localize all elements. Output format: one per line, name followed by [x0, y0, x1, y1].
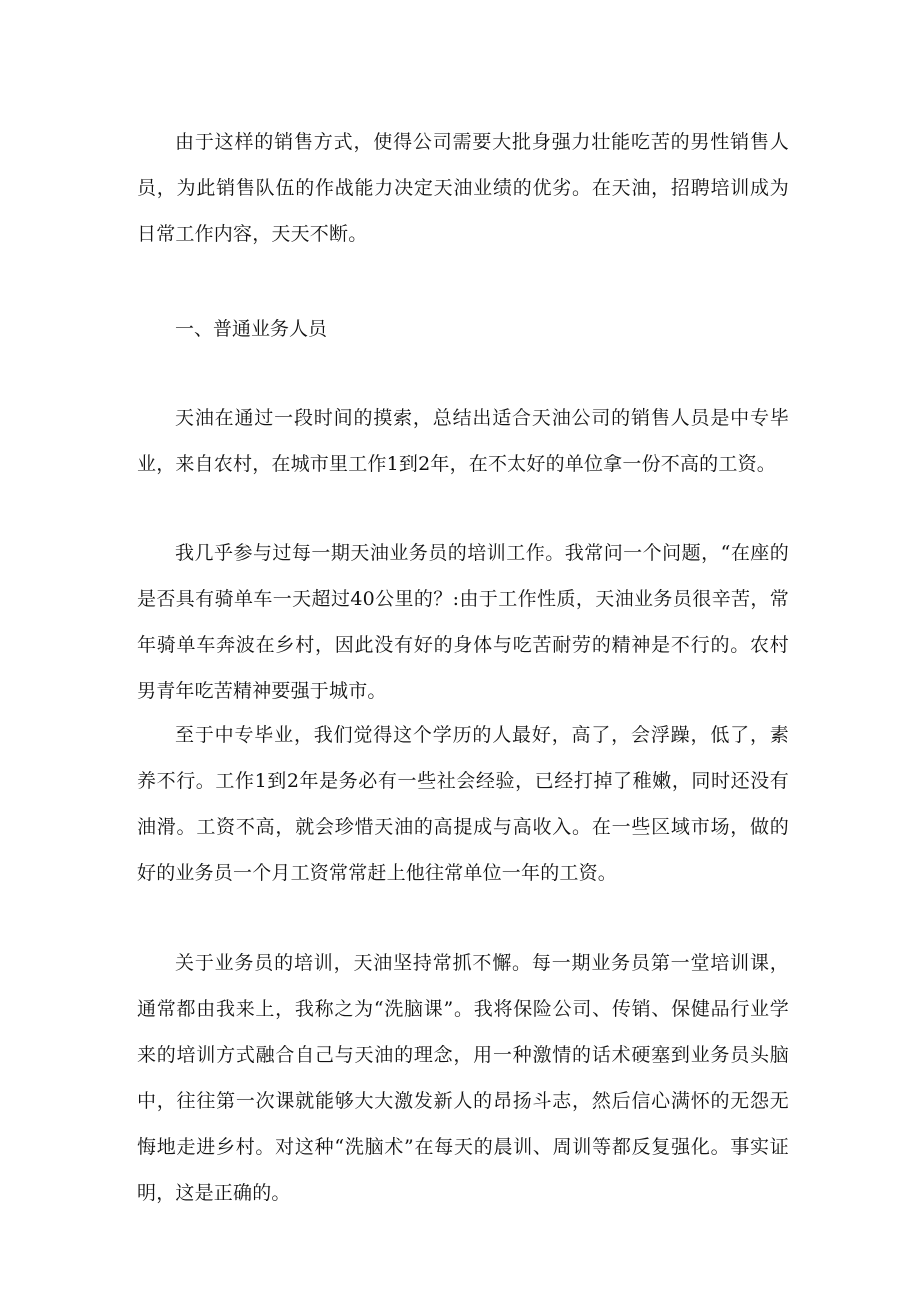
paragraph-sales-method: 由于这样的销售方式，使得公司需要大批身强力壮能吃苦的男性销售人员，为此销售队伍的作战能力决定天油业绩的优劣。在天油，招聘培训成为日常工作内容，天天不断。 — [137, 131, 789, 245]
paragraph-education-level: 至于中专毕业，我们觉得这个学历的人最好，高了，会浮躁，低了，素养不行。工作1到2年是务必有一些社会经验，已经打掉了稚嫩，同时还没有油滑。工资不高，就会珍惜天油的高提成与高收入。在一些区域市场，做的好的业务员一个月工资常常赶上他往常单位一年的工资。 — [137, 724, 789, 884]
paragraph-training-method: 关于业务员的培训，天油坚持常抓不懈。每一期业务员第一堂培训课，通常都由我来上，我称之为“洗脑课”。我将保险公司、传销、保健品行业学来的培训方式融合自己与天油的理念，用一种激情的话术硬塞到业务员头脑中，往往第一次课就能够大大激发新人的昂扬斗志，然后信心满怀的无怨无悔地走进乡村。对这种“洗脑术”在每天的晨训、周训等都反复强化。事实证明，这是正确的。 — [137, 952, 789, 1204]
paragraph-staff-profile: 天油在通过一段时间的摸索，总结出适合天油公司的销售人员是中专毕业，来自农村，在城市里工作1到2年，在不太好的单位拿一份不高的工资。 — [137, 407, 789, 475]
paragraph-training-question: 我几乎参与过每一期天油业务员的培训工作。我常问一个问题，“在座的是否具有骑单车一天超过40公里的？:由于工作性质，天油业务员很辛苦，常年骑单车奔波在乡村，因此没有好的身体与吃苦耐劳的精神是不行的。农村男青年吃苦精神要强于城市。 — [137, 542, 789, 702]
section-heading-ordinary-staff: 一、普通业务人员 — [175, 318, 328, 340]
